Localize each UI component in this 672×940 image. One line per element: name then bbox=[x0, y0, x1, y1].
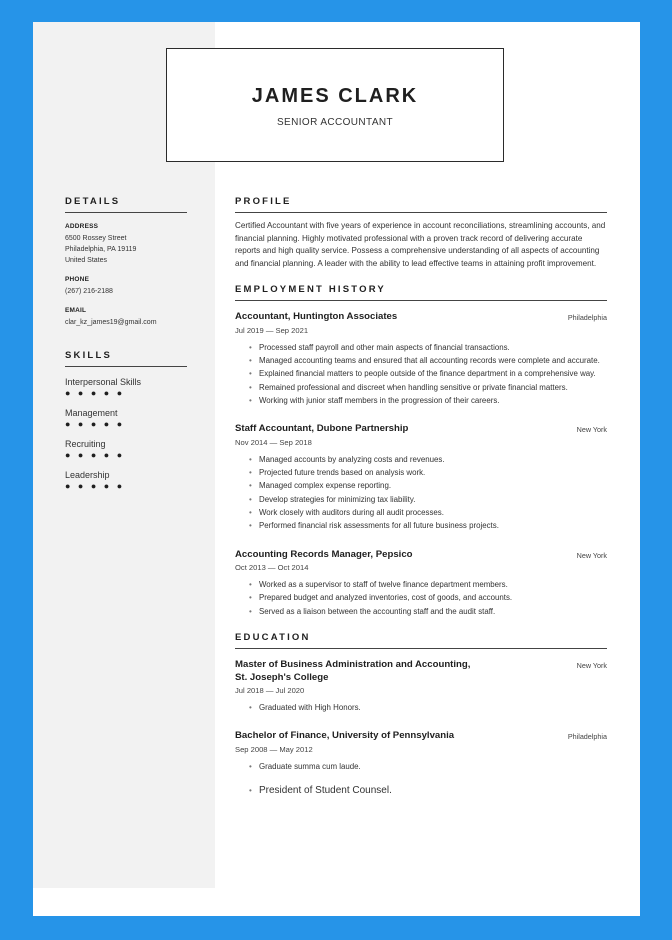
job-location: New York bbox=[576, 550, 607, 560]
skill-item bbox=[65, 377, 187, 398]
job-bullets bbox=[235, 341, 607, 407]
education-location: New York bbox=[576, 661, 607, 671]
job-title: Accountant, Huntington Associates bbox=[235, 311, 398, 323]
list-item: • Remained professional and discreet when handling sensitive or private financial matters. bbox=[249, 381, 607, 394]
list-item: • Graduate summa cum laude. bbox=[249, 760, 607, 773]
list-item: • Develop strategies for minimizing tax liability. bbox=[249, 493, 607, 506]
job-entry bbox=[235, 311, 607, 407]
degree-title-line: Master of Business Administration and Accounting, bbox=[235, 659, 471, 671]
address-label: ADDRESS bbox=[65, 223, 99, 230]
skill-name: Recruiting bbox=[65, 439, 106, 449]
list-item: • Managed accounting teams and ensured that all accounting records were complete and accurate. bbox=[249, 354, 607, 367]
job-bullets bbox=[235, 578, 607, 618]
list-item: • Performed financial risk assessments for all future business projects. bbox=[249, 519, 607, 532]
employment-section bbox=[235, 284, 607, 618]
skill-name: Interpersonal Skills bbox=[65, 377, 142, 387]
main-column bbox=[235, 196, 607, 812]
list-item: • Managed complex expense reporting. bbox=[249, 479, 607, 492]
address-line: United States bbox=[65, 257, 108, 264]
address-line: Philadelphia, PA 19119 bbox=[65, 246, 137, 253]
phone-label: PHONE bbox=[65, 276, 90, 283]
list-item: • Working with junior staff members in the progression of their careers. bbox=[249, 394, 607, 407]
skill-rating-dots: ● ● ● ● ● bbox=[65, 419, 125, 429]
skill-name: Leadership bbox=[65, 470, 110, 480]
job-dates: Nov 2014 — Sep 2018 bbox=[235, 437, 312, 447]
list-item: • Work closely with auditors during all audit processes. bbox=[249, 506, 607, 519]
skill-item bbox=[65, 470, 187, 491]
list-item: • Explained financial matters to people outside of the finance department in a comprehensive way. bbox=[249, 367, 607, 380]
job-title: Staff Accountant, Dubone Partnership bbox=[235, 423, 409, 435]
list-item: • Prepared budget and analyzed inventories, cost of goods, and accounts. bbox=[249, 591, 607, 604]
job-title: Accounting Records Manager, Pepsico bbox=[235, 548, 413, 560]
profile-section bbox=[235, 196, 607, 270]
list-item: • Projected future trends based on analysis work. bbox=[249, 466, 607, 479]
job-entry bbox=[235, 549, 607, 618]
job-location: Philadelphia bbox=[567, 313, 607, 323]
list-item: • Processed staff payroll and other main aspects of financial transactions. bbox=[249, 341, 607, 354]
skill-item bbox=[65, 439, 187, 460]
degree-title bbox=[235, 659, 470, 684]
address-value bbox=[65, 233, 187, 266]
job-dates: Oct 2013 — Oct 2014 bbox=[235, 563, 309, 573]
skill-item bbox=[65, 408, 187, 429]
header-box bbox=[166, 48, 504, 162]
list-item: • Graduated with High Honors. bbox=[249, 701, 607, 714]
job-location: New York bbox=[576, 425, 607, 435]
resume-page bbox=[33, 22, 640, 916]
phone-value: (267) 216-2188 bbox=[65, 288, 113, 295]
details-heading: DETAILS bbox=[65, 196, 187, 213]
job-bullets bbox=[235, 453, 607, 533]
education-dates: Jul 2018 — Jul 2020 bbox=[235, 686, 305, 696]
employment-heading: EMPLOYMENT HISTORY bbox=[235, 284, 607, 301]
education-extra-bullets bbox=[235, 783, 607, 798]
left-column bbox=[65, 196, 187, 491]
education-bullets bbox=[235, 760, 607, 773]
education-entry bbox=[235, 659, 607, 714]
list-item: • President of Student Counsel. bbox=[249, 783, 607, 798]
degree-title-line: St. Joseph's College bbox=[235, 671, 329, 683]
education-heading: EDUCATION bbox=[235, 632, 607, 649]
degree-title: Bachelor of Finance, University of Pennsylvania bbox=[235, 730, 455, 742]
education-section bbox=[235, 632, 607, 798]
email-value: clar_kz_james19@gmail.com bbox=[65, 319, 157, 326]
education-bullets bbox=[235, 701, 607, 714]
education-dates: Sep 2008 — May 2012 bbox=[235, 744, 313, 754]
candidate-name: JAMES CLARK bbox=[251, 85, 419, 107]
skills-heading: SKILLS bbox=[65, 350, 187, 367]
skill-rating-dots: ● ● ● ● ● bbox=[65, 388, 125, 398]
education-entry bbox=[235, 730, 607, 798]
email-label: EMAIL bbox=[65, 307, 87, 314]
skill-name: Management bbox=[65, 408, 118, 418]
list-item: • Served as a liaison between the accounting staff and the audit staff. bbox=[249, 605, 607, 618]
profile-text: Certified Accountant with five years of experience in account reconciliations, streamlining accounts, and financial planning. Highly motivated professional with a proven track record of delivering accurate reports and high quality service. Possess a comprehensive understanding of all aspects of accounting and financial planning. A leader with the ability to lead effective teams in attaining profit improvement. bbox=[235, 221, 606, 268]
job-dates: Jul 2019 — Sep 2021 bbox=[235, 325, 309, 335]
list-item: • Worked as a supervisor to staff of twelve finance department members. bbox=[249, 578, 607, 591]
profile-heading: PROFILE bbox=[235, 196, 607, 213]
address-line: 6500 Rossey Street bbox=[65, 235, 127, 242]
candidate-title: SENIOR ACCOUNTANT bbox=[276, 117, 394, 128]
skill-rating-dots: ● ● ● ● ● bbox=[65, 450, 125, 460]
list-item: • Managed accounts by analyzing costs and revenues. bbox=[249, 453, 607, 466]
skill-rating-dots: ● ● ● ● ● bbox=[65, 481, 125, 491]
education-location: Philadelphia bbox=[567, 732, 607, 742]
job-entry bbox=[235, 423, 607, 532]
